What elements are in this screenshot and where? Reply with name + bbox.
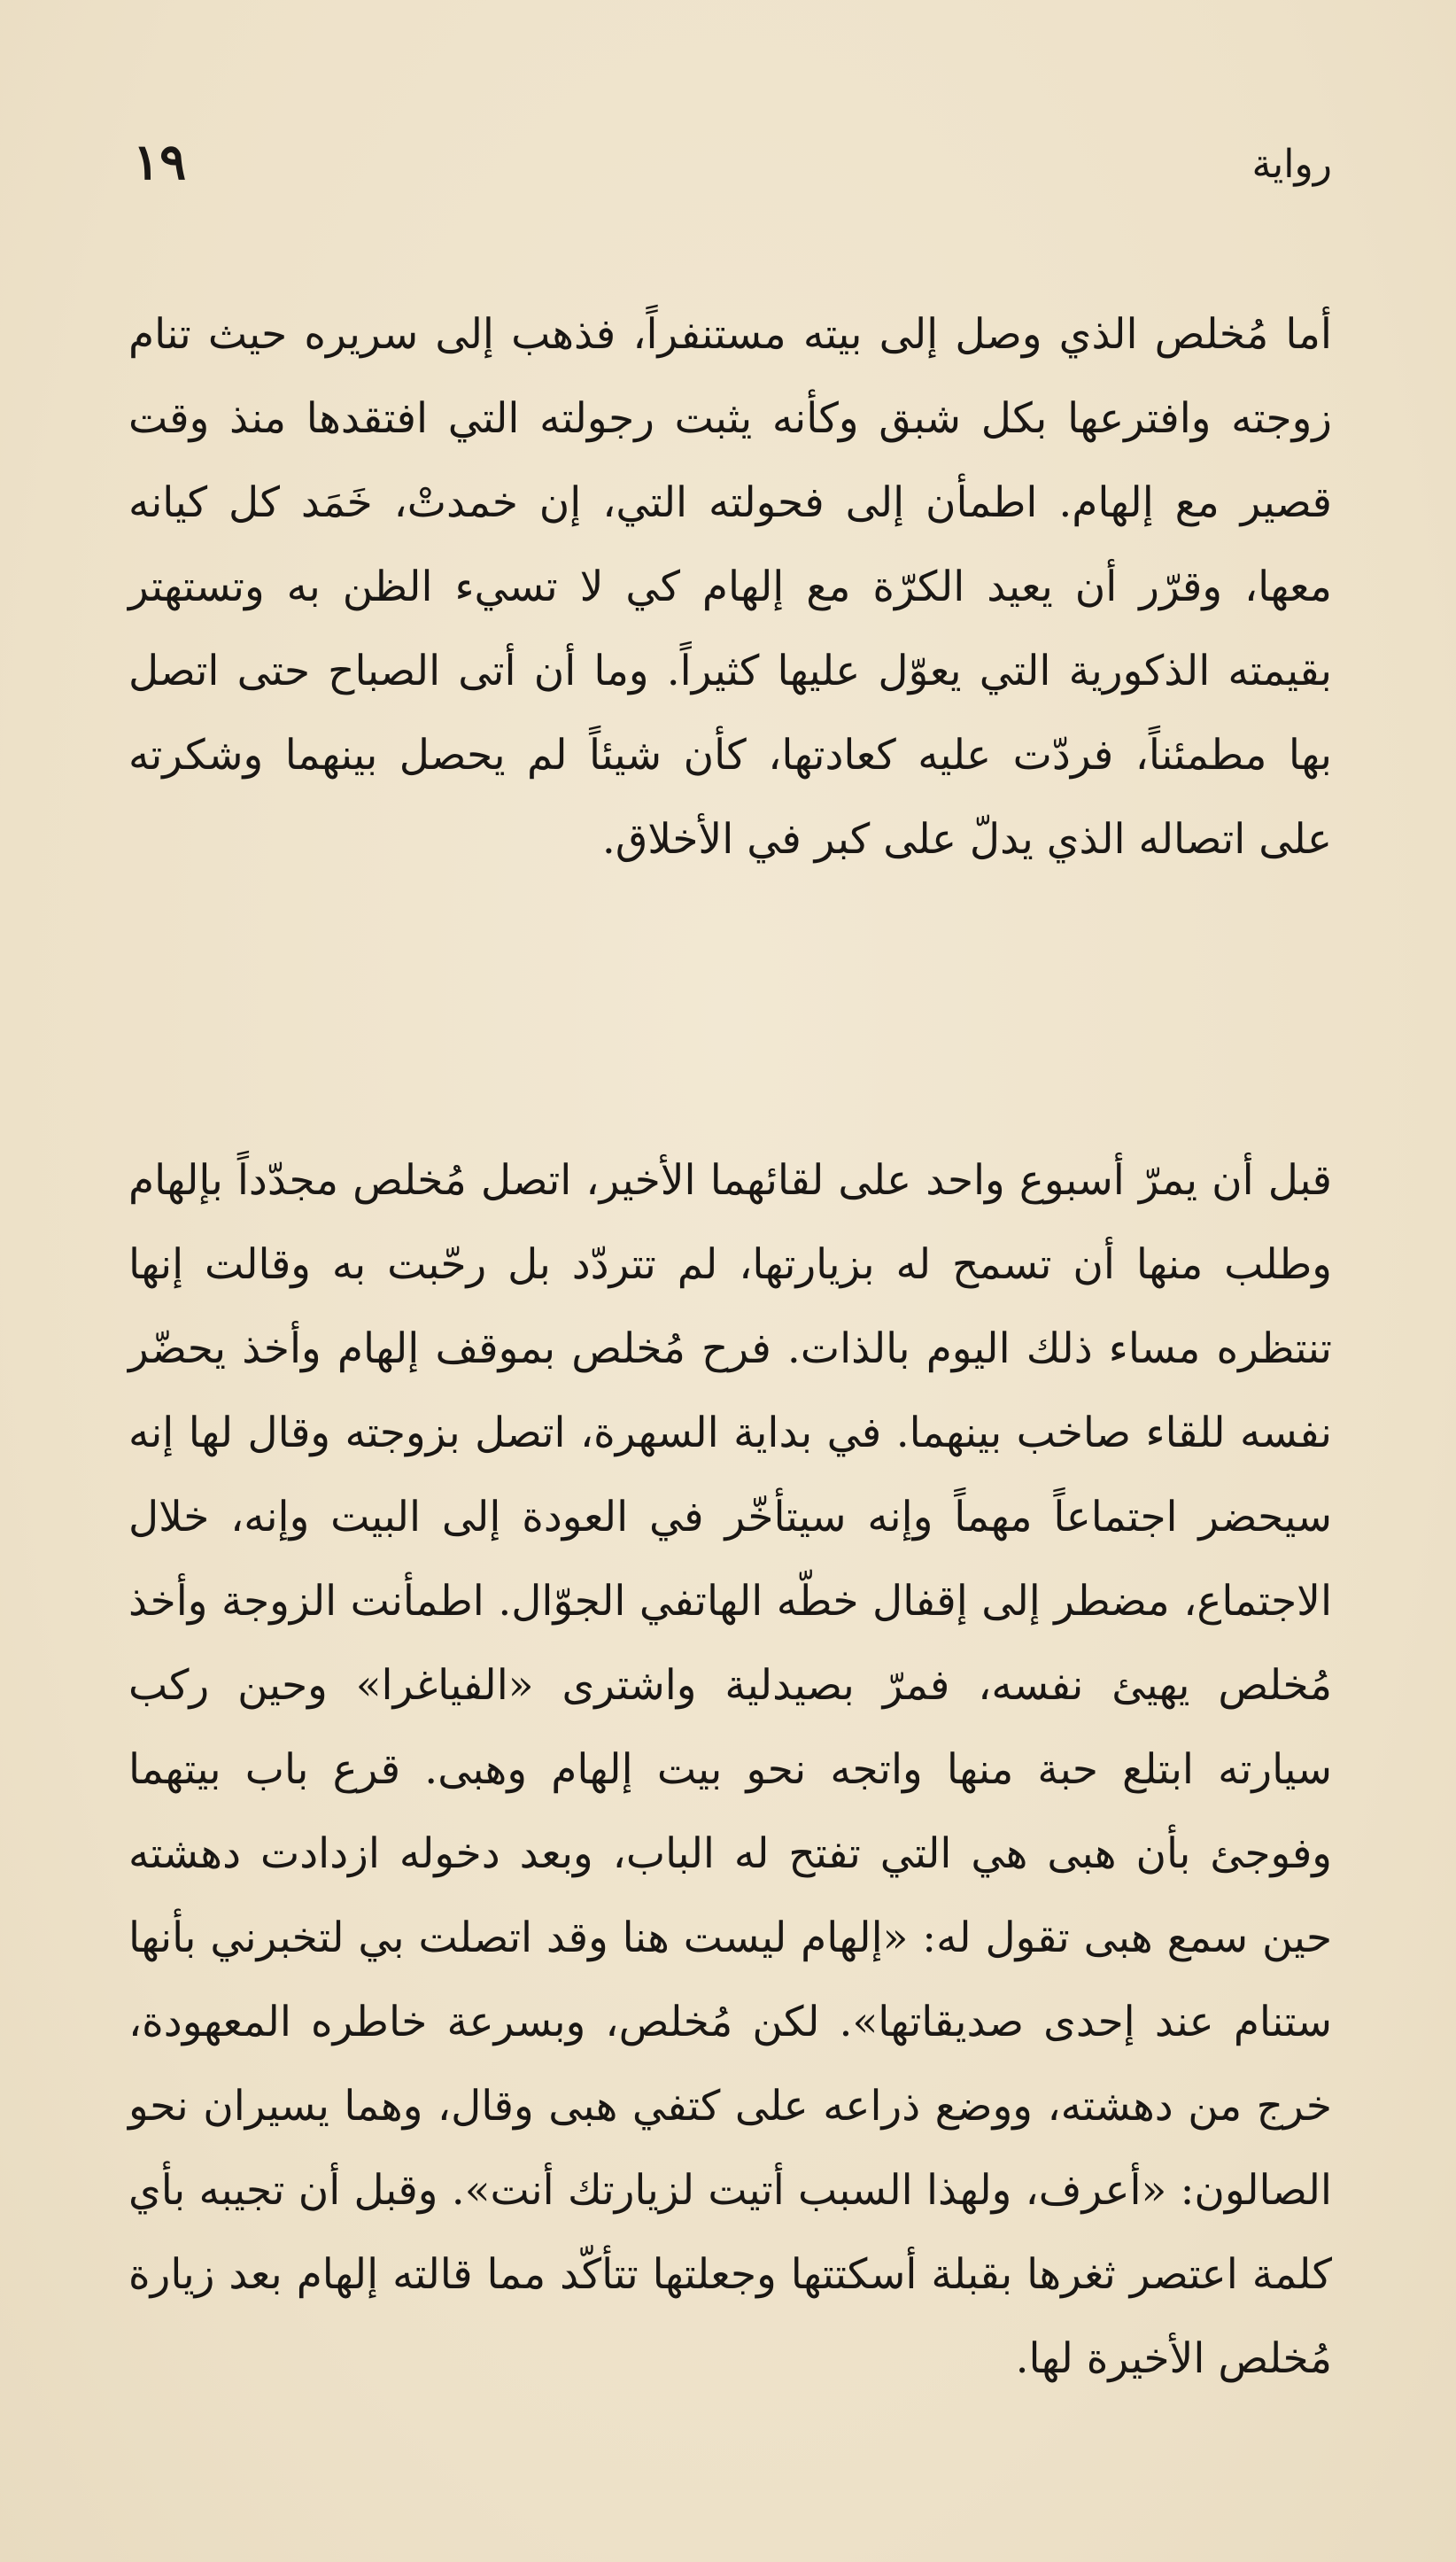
running-header: [133, 133, 1332, 204]
page-number: ١٩: [133, 133, 187, 191]
paragraph-1: أما مُخلص الذي وصل إلى بيته مستنفراً، فذهب إلى سريره حيث تنام زوجته وافترعها بكل شبق وكأنه يثبت رجولته التي افتقدها منذ وقت قصير مع إلهام. اطمأن إلى فحولته التي، إن خمدتْ، خَمَد كل كيانه معها، وقرّر أن يعيد الكرّة مع إلهام كي لا تسيء الظن به وتستهتر بقيمته الذكورية التي يعوّل عليها كثيراً. وما أن أتى الصباح حتى اتصل بها مطمئناً، فردّت عليه كعادتها، كأن شيئاً لم يحصل بينهما وشكرته على اتصاله الذي يدلّ على كبر في الأخلاق.: [128, 310, 1332, 864]
paragraph-2: قبل أن يمرّ أسبوع واحد على لقائهما الأخير، اتصل مُخلص مجدّداً بإلهام وطلب منها أن تسمح له بزيارتها، لم تتردّد بل رحّبت به وقالت إنها تنتظره مساء ذلك اليوم بالذات. فرح مُخلص بموقف إلهام وأخذ يحضّر نفسه للقاء صاخب بينهما. في بداية السهرة، اتصل بزوجته وقال لها إنه سيحضر اجتماعاً مهماً وإنه سيتأخّر في العودة إلى البيت وإنه، خلال الاجتماع، مضطر إلى إقفال خطّه الهاتفي الجوّال. اطمأنت الزوجة وأخذ مُخلص يهيئ نفسه، فمرّ بصيدلية واشترى «الفياغرا» وحين ركب سيارته ابتلع حبة منها واتجه نحو بيت إلهام وهبى. قرع باب بيتهما وفوجئ بأن هبى هي التي تفتح له الباب، وبعد دخوله ازدادت دهشته حين سمع هبى تقول له: «إلهام ليست هنا وقد اتصلت بي لتخبرني بأنها ستنام عند إحدى صديقاتها». لكن مُخلص، وبسرعة خاطره المعهودة، خرج من دهشته، ووضع ذراعه على كتفي هبى وقال، وهما يسيران نحو الصالون: «أعرف، ولهذا السبب أتيت لزيارتك أنت». وقبل أن تجيبه بأي كلمة اعتصر ثغرها بقبلة أسكتتها وجعلتها تتأكّد مما قالته إلهام بعد زيارة مُخلص الأخيرة لها.: [128, 1156, 1332, 2383]
running-title: رواية: [1251, 142, 1332, 187]
